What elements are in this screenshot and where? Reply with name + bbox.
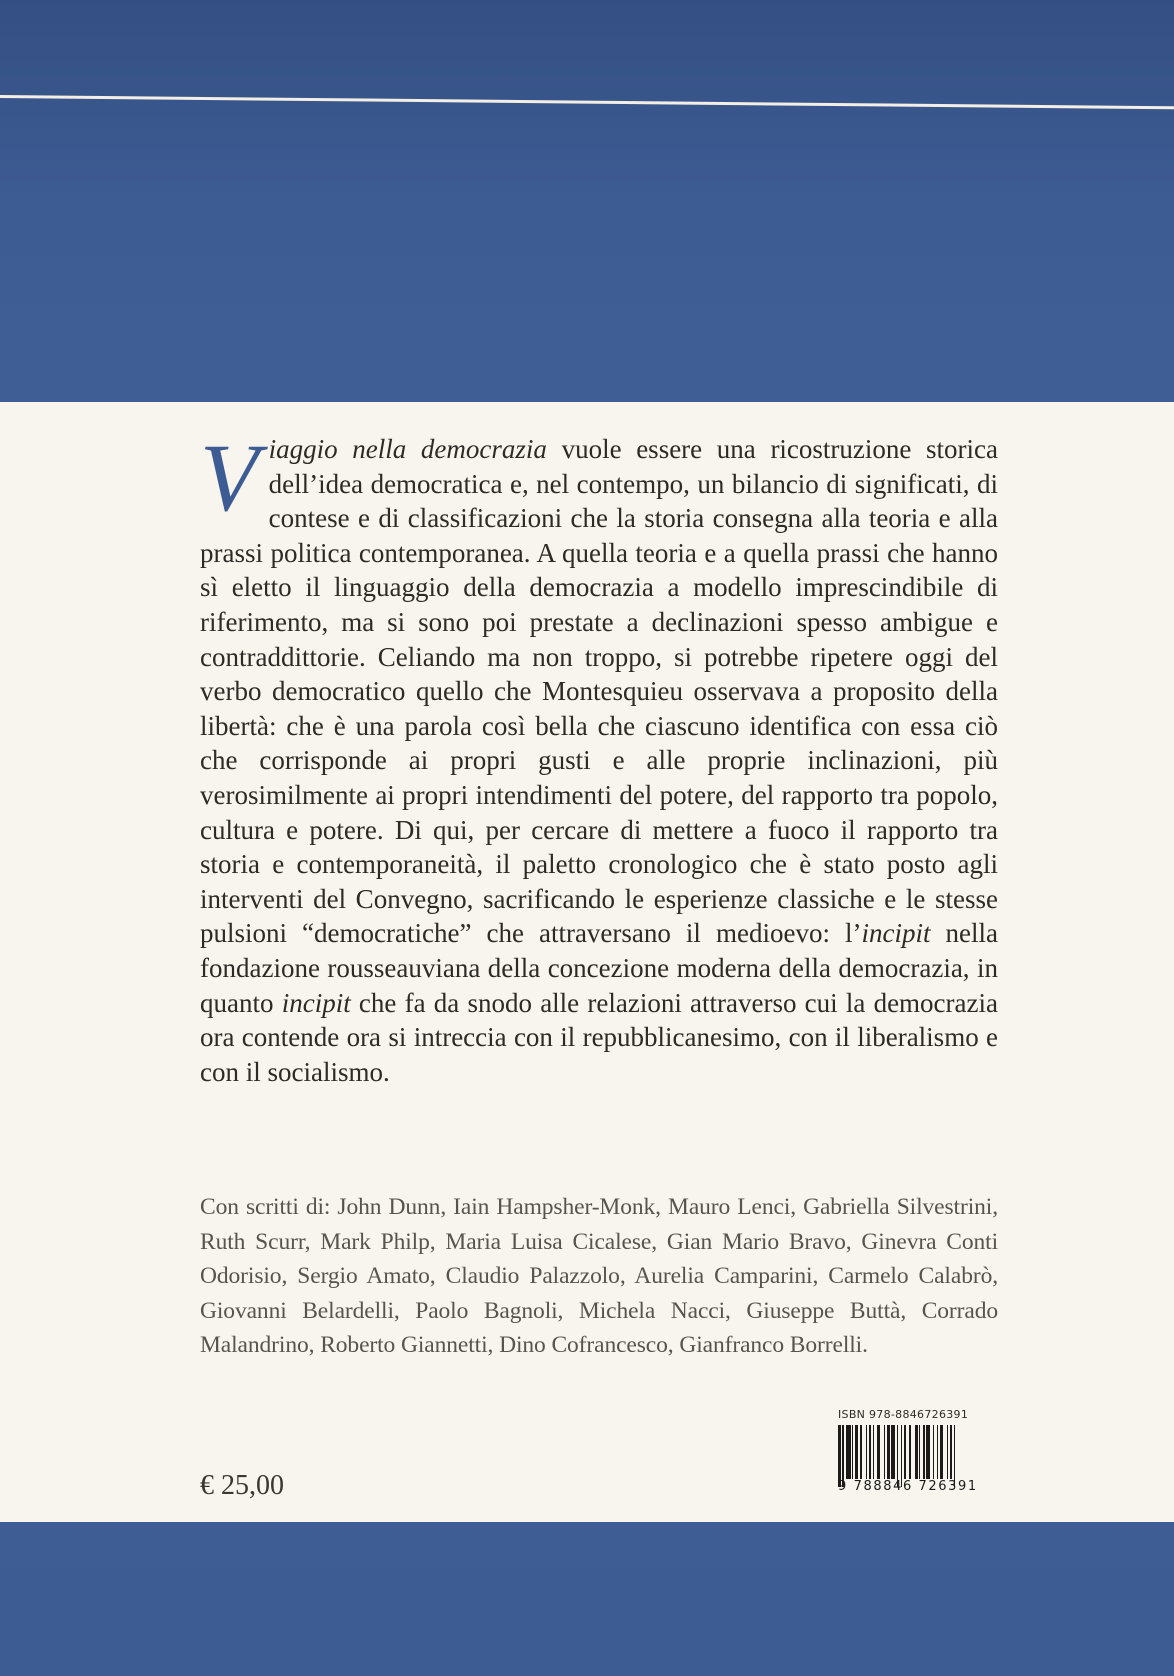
isbn-label: ISBN 978-8846726391 [838,1408,969,1421]
barcode-digits: 9 788846 726391 [838,1479,978,1494]
barcode-bar [846,1425,850,1479]
price-label: € 25,00 [200,1470,284,1501]
barcode-bar [877,1425,880,1479]
barcode-bar [897,1425,898,1487]
barcode-bar [842,1425,843,1487]
barcode-bar [926,1425,930,1479]
barcode-bar [933,1425,934,1479]
barcode-bar [954,1425,955,1487]
barcode-bar [866,1425,867,1479]
barcode-bar [852,1425,853,1479]
barcode-bar [838,1425,841,1487]
barcode-bar [869,1425,872,1479]
barcode-bar [873,1425,874,1479]
blurb-text [200,424,999,1089]
incipit-term-1: incipit [861,918,931,949]
contributors-list: Con scritti di: John Dunn, Iain Hampsher-Monk, Mauro Lenci, Gabriella Silvestrini, Ruth Scurr, Mark Philp, Maria Luisa Cicalese, Gian Mario Bravo, Ginevra Conti Odorisio, Sergio Amato, Claudio Palazzolo, Aurelia Camparini, Carmelo Calabrò, Giovanni Belardelli, Paolo Bagnoli, Michela Nacci, Giuseppe Buttà, Corrado Malandrino, Roberto Giannetti, Dino Cofrancesco, Gianfranco Borrelli. [200,1194,998,1359]
barcode-bar [891,1425,895,1479]
barcode-bar [909,1425,910,1479]
barcode-bar [884,1425,885,1479]
drop-cap: V [200,424,259,531]
book-title: iaggio nella democrazia [268,434,547,464]
barcode-bar [950,1425,953,1479]
barcode-bar [937,1425,938,1479]
barcode-bar [919,1425,920,1479]
isbn-barcode [838,1408,998,1494]
blurb-part-2: nella fondazione rousseauviana della concezione moderna della democrazia, in quanto [200,918,998,1018]
blurb-part-1: vuole essere una ricostruzione storica dell’idea democratica e, nel contempo, un bilancio di significati, di contese e di classificazioni che la storia consegna alla teoria e alla prassi politica contemporanea. A quella teoria e a quella prassi che hanno sì eletto il linguaggio della democrazia a modello imprescindibile di riferimento, ma si sono poi prestate a declinazioni spesso ambigue e contraddittorie. Celiando ma non troppo, si potrebbe ripetere oggi del verbo democratico quello che Montesquieu osservava a proposito della libertà: che è una parola così bella che ciascuno identifica con essa ciò che corrisponde ai propri gusti e alle proprie inclinazioni, più verosimilmente ai propri intendimenti del potere, del rapporto tra popolo, cultura e potere. Di qui, per cercare di mettere a fuoco il rapporto tra storia e contemporaneità, il paletto cronologico che è stato posto agli interventi del Convegno, sacrificando le esperienze classiche e le stesse pulsioni “democratiche” che attraversano il medioevo: l’ [200,434,999,949]
barcode-bar [915,1425,918,1479]
barcode-bar [940,1425,943,1479]
incipit-term-2: incipit [281,987,351,1018]
barcode-bar [860,1425,861,1479]
barcode-bar [923,1425,924,1479]
barcode-bar [887,1425,890,1479]
barcode-bar [947,1425,948,1479]
barcode-bar [855,1425,858,1479]
barcode-bar [904,1425,907,1479]
barcode-bar [901,1425,902,1487]
blurb-part-3: che fa da snodo alle relazioni attraverso cui la democrazia ora contende ora si intreccia con il repubblicanesimo, con il liberalismo e con il socialismo. [200,987,998,1087]
decorative-rule [0,95,1174,109]
barcode-bars [838,1425,998,1487]
